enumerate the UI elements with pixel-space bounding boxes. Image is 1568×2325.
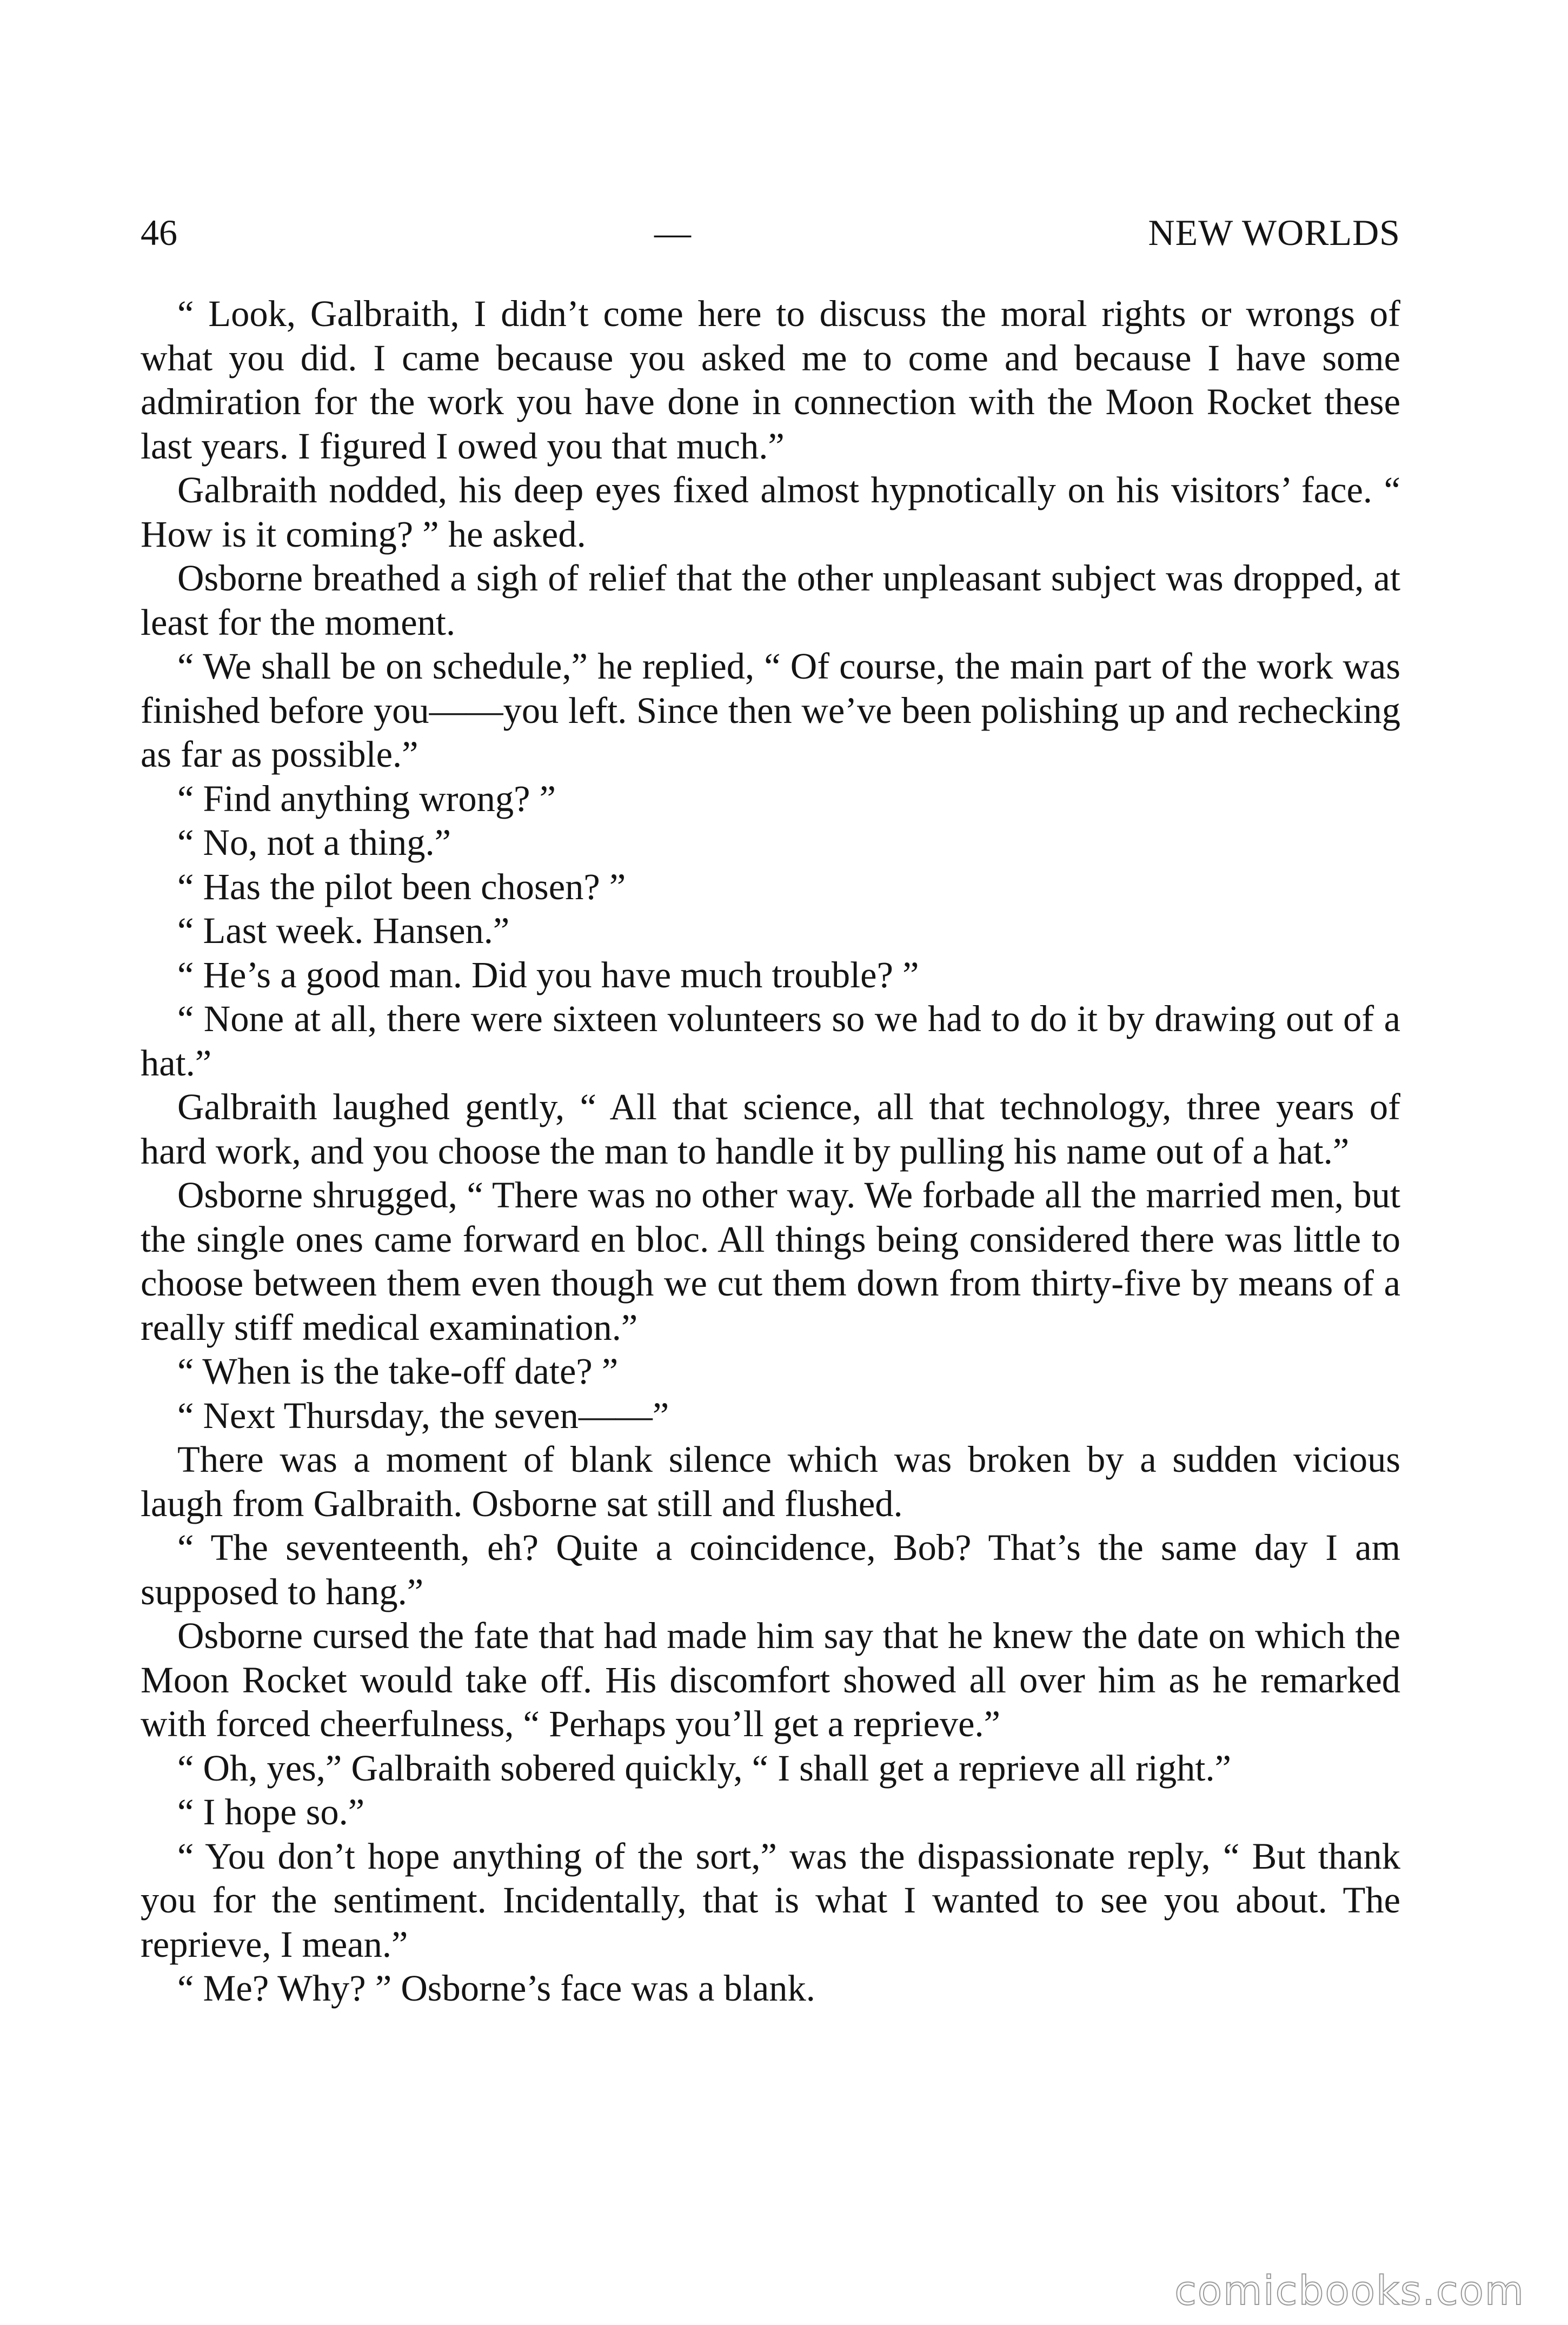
paragraph: “ Has the pilot been chosen? ” (177, 866, 626, 907)
watermark: comicbooks.com (1174, 2268, 1525, 2314)
paragraph: Osborne shrugged, “ There was no other way. We forbade all the married men, but the single ones came forward en bloc. All things being considered there was little to choose between them even though we cut them down from thirty-five by means of a really stiff medical examination.” (141, 1174, 1400, 1348)
paragraph: “ Last week. Hansen.” (177, 910, 510, 951)
paragraph: “ He’s a good man. Did you have much trouble? ” (177, 954, 919, 995)
paragraph: “ The seventeenth, eh? Quite a coincidence, Bob? That’s the same day I am supposed to hang.” (141, 1527, 1400, 1612)
paragraph: “ We shall be on schedule,” he replied, “ Of course, the main part of the work was finished before you——you left. Since then we’ve been polishing up and rechecking as far as possible.” (141, 646, 1400, 775)
paragraph: “ Next Thursday, the seven——” (177, 1394, 669, 1436)
paragraph: There was a moment of blank silence which was broken by a sudden vicious laugh from Galbraith. Osborne sat still and flushed. (141, 1439, 1400, 1524)
page-number: 46 (141, 212, 177, 253)
paragraph: “ When is the take-off date? ” (177, 1351, 619, 1392)
paragraph: “ Oh, yes,” Galbraith sobered quickly, “ I shall get a reprieve all right.” (177, 1747, 1231, 1789)
paragraph: Galbraith nodded, his deep eyes fixed almost hypnotically on his visitors’ face. “ How is it coming? ” he asked. (141, 469, 1400, 555)
paragraph: “ Look, Galbraith, I didn’t come here to discuss the moral rights or wrongs of what you did. I came because you asked me to come and because I have some admiration for the work you have done in connection with the Moon Rocket these last years. I figured I owed you that much.” (141, 293, 1400, 467)
paragraph: Osborne cursed the fate that had made him say that he knew the date on which the Moon Rocket would take off. His discomfort showed all over him as he remarked with forced cheerfulness, “ Perhaps you’ll get a reprieve.” (141, 1615, 1400, 1744)
paragraph: “ Find anything wrong? ” (177, 778, 556, 819)
paragraph: “ You don’t hope anything of the sort,” was the dispassionate reply, “ But thank you for the sentiment. Incidentally, that is what I wanted to see you about. The reprieve, I mean.” (141, 1835, 1400, 1965)
paragraph: Osborne breathed a sigh of relief that the other unpleasant subject was dropped, at least for the moment. (141, 557, 1400, 643)
paragraph: “ Me? Why? ” Osborne’s face was a blank. (177, 1968, 815, 2009)
running-title: NEW WORLDS (1148, 212, 1400, 253)
header-dash: — (654, 212, 691, 253)
paragraph: “ No, not a thing.” (177, 822, 451, 863)
paragraph: “ None at all, there were sixteen volunteers so we had to do it by drawing out of a hat.” (141, 998, 1400, 1084)
paragraph: Galbraith laughed gently, “ All that science, all that technology, three years of hard work, and you choose the man to handle it by pulling his name out of a hat.” (141, 1086, 1400, 1172)
page-header (141, 203, 1400, 262)
story-text (141, 292, 1400, 2011)
paragraph: “ I hope so.” (177, 1791, 365, 1832)
